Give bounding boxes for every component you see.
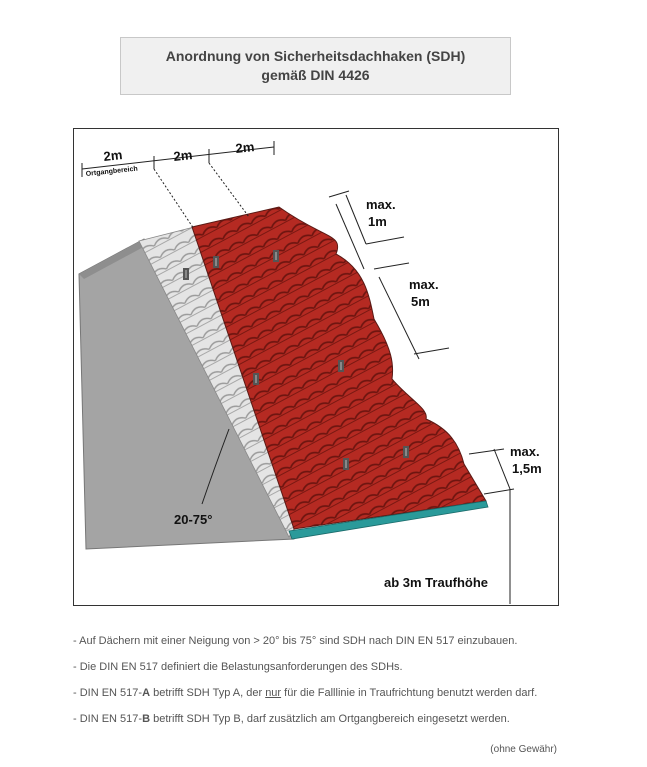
note-4-post: betrifft SDH Typ B, darf zusätzlich am Ortgangbereich eingesetzt werden.	[150, 713, 510, 725]
roof-diagram	[73, 128, 559, 606]
dim-top-3: 2m	[234, 139, 256, 156]
max-15-label-a: max.	[510, 444, 540, 459]
max-15-label-b: 1,5m	[512, 461, 542, 476]
note-3	[73, 685, 593, 711]
dim-top-2: 2m	[172, 147, 194, 164]
title-box	[120, 37, 511, 95]
notes-list	[73, 633, 593, 737]
angle-label: 20-75°	[174, 512, 213, 527]
dim-top-1-sub: Ortgangbereich	[85, 165, 139, 178]
dim-top-1: 2m	[102, 147, 124, 164]
title-line-2: gemäß DIN 4426	[261, 67, 370, 83]
note-3-mid: betrifft SDH Typ A, der	[150, 687, 266, 699]
note-3-post: für die Falllinie in Traufrichtung benutzt werden darf.	[281, 687, 538, 699]
max-1-label-a: max.	[366, 197, 396, 212]
max-1-label-b: 1m	[368, 214, 387, 229]
note-2: - Die DIN EN 517 definiert die Belastungsanforderungen des SDHs.	[73, 661, 403, 673]
note-1: - Auf Dächern mit einer Neigung von > 20° bis 75° sind SDH nach DIN EN 517 einzubauen.	[73, 635, 518, 647]
note-3-underline: nur	[265, 687, 282, 699]
disclaimer: (ohne Gewähr)	[490, 744, 557, 755]
roof-illustration	[74, 129, 560, 607]
note-4-pre: - DIN EN 517-	[73, 713, 143, 725]
note-4-bold: B	[142, 713, 151, 725]
note-4	[73, 711, 593, 737]
note-3-pre: - DIN EN 517-	[73, 687, 143, 699]
eave-height-label: ab 3m Traufhöhe	[384, 575, 489, 590]
max-5-label-a: max.	[409, 277, 439, 292]
note-3-bold: A	[142, 687, 151, 699]
title-line-1: Anordnung von Sicherheitsdachhaken (SDH)	[165, 48, 466, 64]
max-5-label-b: 5m	[411, 294, 430, 309]
